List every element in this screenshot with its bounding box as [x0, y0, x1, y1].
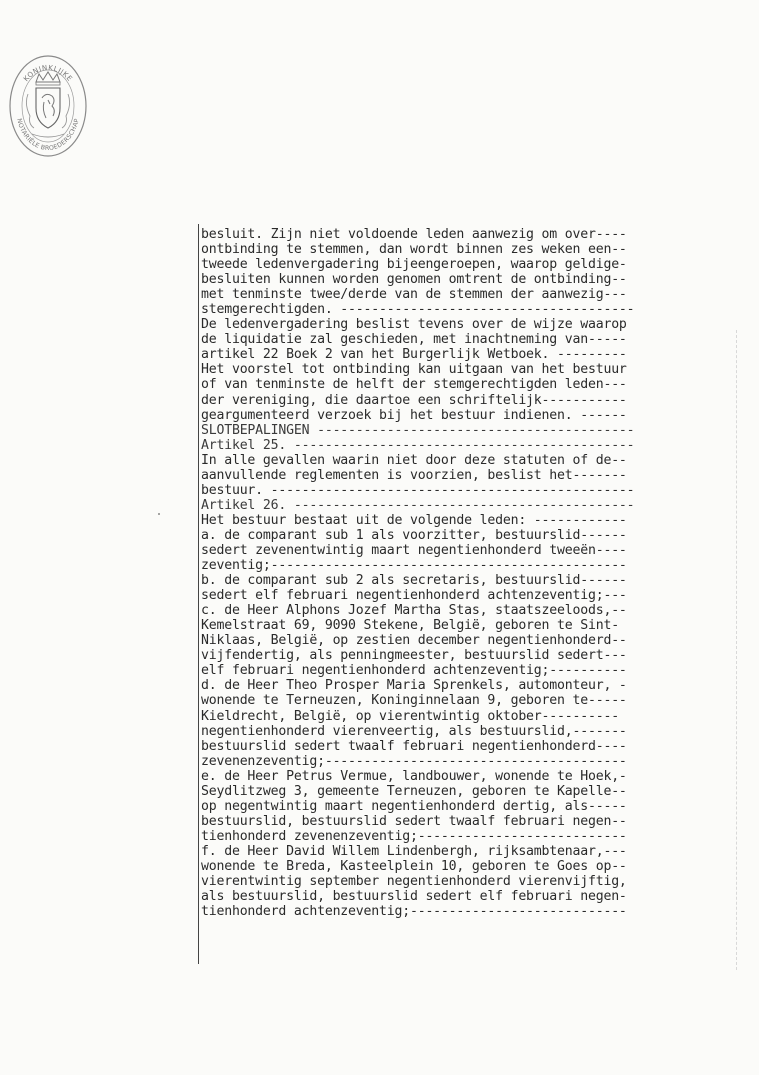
text-line: vierentwintig september negentienhonderd vierenvijftig, — [201, 874, 627, 890]
text-line: geargumenteerd verzoek bij het bestuur indienen. ------ — [201, 407, 627, 423]
document-text — [201, 227, 741, 919]
text-line: sedert zevenentwintig maart negentienhonderd tweeën---- — [201, 542, 627, 558]
text-line: de liquidatie zal geschieden, met inachtneming van----- — [201, 332, 627, 348]
seal-top-text: KONINKLIJKE — [22, 63, 74, 84]
article-heading: Artikel 26. -------------------------------------------- — [201, 497, 635, 513]
left-margin-rule — [198, 224, 199, 964]
text-line: De ledenvergadering beslist tevens over de wijze waarop — [201, 317, 627, 333]
text-line: b. de comparant sub 2 als secretaris, bestuurslid------ — [201, 573, 627, 589]
text-line: Het voorstel tot ontbinding kan uitgaan van het bestuur — [201, 362, 627, 378]
text-line: wonende te Breda, Kasteelplein 10, geboren te Goes op-- — [201, 858, 627, 874]
text-line: bestuur. ----------------------------------------------- — [201, 482, 635, 498]
text-line: e. de Heer Petrus Vermue, landbouwer, wonende te Hoek,- — [201, 768, 627, 784]
text-line: bestuurslid, bestuurslid sedert twaalf februari negen-- — [201, 813, 627, 829]
article-heading: Artikel 25. -------------------------------------------- — [201, 437, 635, 453]
text-line: In alle gevallen waarin niet door deze statuten of de-- — [201, 452, 627, 468]
text-line: ontbinding te stemmen, dan wordt binnen zes weken een-- — [201, 242, 627, 258]
text-line: of van tenminste de helft der stemgerechtigden leden--- — [201, 377, 627, 393]
svg-text:KONINKLIJKE — [22, 64, 74, 83]
text-line: besluit. Zijn niet voldoende leden aanwezig om over---- — [201, 227, 627, 242]
notary-seal — [6, 50, 90, 162]
text-line: a. de comparant sub 1 als voorzitter, bestuurslid------ — [201, 527, 627, 543]
text-line: besluiten kunnen worden genomen omtrent de ontbinding-- — [201, 272, 627, 288]
text-line: elf februari negentienhonderd achtenzeventig;---------- — [201, 663, 627, 679]
text-line: als bestuurslid, bestuurslid sedert elf februari negen- — [201, 889, 627, 905]
text-line: bestuurslid sedert twaalf februari negentienhonderd---- — [201, 738, 627, 754]
text-line: Seydlitzweg 3, gemeente Terneuzen, geboren te Kapelle-- — [201, 783, 627, 799]
text-line: tweede ledenvergadering bijeengeroepen, waarop geldige- — [201, 257, 627, 273]
text-line: zeventig;---------------------------------------------- — [201, 558, 627, 574]
text-line: tienhonderd achtenzeventig;---------------------------- — [201, 904, 627, 920]
text-line: aanvullende reglementen is voorzien, beslist het------- — [201, 467, 627, 483]
section-heading: SLOTBEPALINGEN ----------------------------------------- — [201, 422, 635, 438]
text-line: Niklaas, België, op zestien december negentienhonderd-- — [201, 633, 627, 649]
text-line: sedert elf februari negentienhonderd achtenzeventig;--- — [201, 588, 627, 604]
text-line: der vereniging, die daartoe een schriftelijk----------- — [201, 392, 627, 408]
text-line: vijfendertig, als penningmeester, bestuurslid sedert--- — [201, 648, 627, 664]
text-line: negentienhonderd vierenveertig, als bestuurslid,------- — [201, 723, 627, 739]
text-line: d. de Heer Theo Prosper Maria Sprenkels, automonteur, - — [201, 678, 627, 694]
text-line: Kieldrecht, België, op vierentwintig oktober---------- — [201, 708, 619, 724]
text-line: met tenminste twee/derde van de stemmen der aanwezig--- — [201, 287, 627, 303]
text-line: c. de Heer Alphons Jozef Martha Stas, staatszeeloods,-- — [201, 603, 627, 619]
text-line: artikel 22 Boek 2 van het Burgerlijk Wetboek. --------- — [201, 347, 627, 363]
text-line: tienhonderd zevenenzeventig;--------------------------- — [201, 828, 627, 844]
text-line: Kemelstraat 69, 9090 Stekene, België, geboren te Sint- — [201, 618, 619, 634]
text-line: zevenenzeventig;--------------------------------------- — [201, 753, 627, 769]
seal-bottom-text: NOTARIËLE BROEDERSCHAP — [15, 117, 81, 153]
text-line: Het bestuur bestaat uit de volgende leden: ------------ — [201, 512, 627, 528]
text-line: f. de Heer David Willem Lindenbergh, rijksambtenaar,--- — [201, 843, 627, 859]
paper-speck — [158, 513, 160, 515]
text-line: op negentwintig maart negentienhonderd dertig, als----- — [201, 798, 627, 814]
text-line: stemgerechtigden. -------------------------------------- — [201, 302, 635, 318]
text-line: wonende te Terneuzen, Koninginnelaan 9, geboren te----- — [201, 693, 627, 709]
coat-of-arms-lion-icon — [6, 50, 90, 162]
